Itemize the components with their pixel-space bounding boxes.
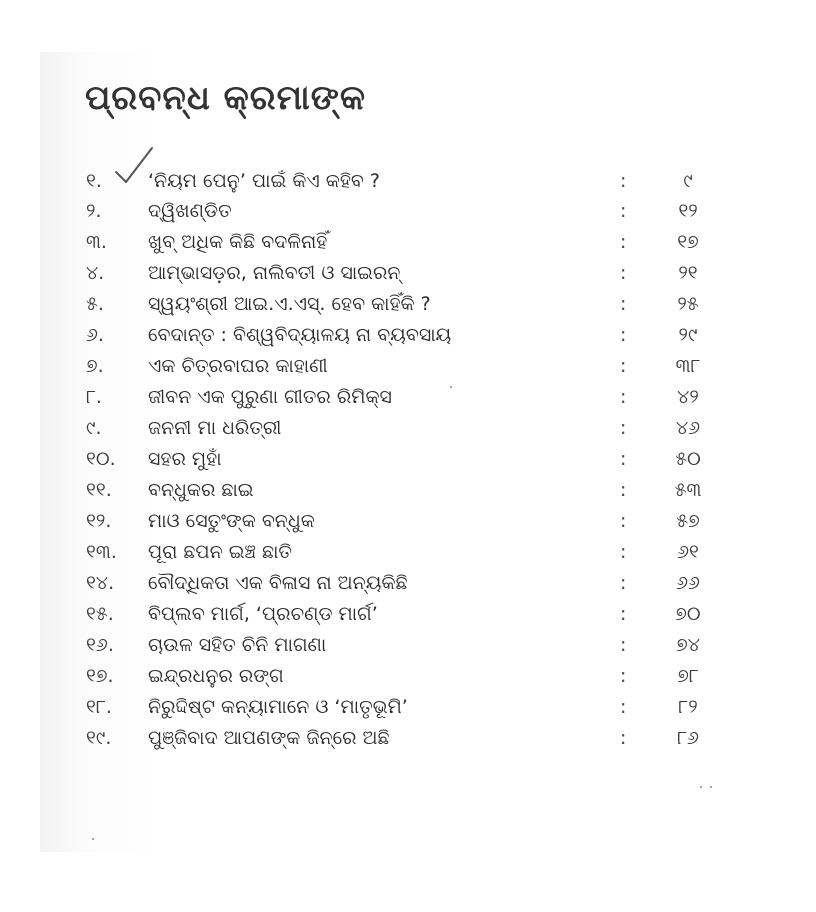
toc-separator: : (620, 386, 627, 408)
toc-separator: : (620, 696, 627, 718)
toc-number: ୧୭. (86, 665, 114, 687)
toc-separator: : (620, 293, 627, 315)
toc-title: ‘ନିୟମ ପେନୁ’ ପାଇଁ କିଏ କହିବ ? (148, 170, 380, 192)
toc-title: ଜୀବନ ଏକ ପୁରୁଣା ଗୀତର ରିମିକ୍ସ (148, 386, 392, 408)
toc-page-number: ୨୫ (677, 293, 699, 315)
toc-title: ସହର ମୁହାଁ (148, 448, 222, 470)
toc-number: ୩. (86, 231, 107, 253)
toc-title: ସ୍ୱୟଂଶ୍ରୀ ଆଇ.ଏ.ଏସ୍. ହେବ କାହିଁକି ? (148, 293, 431, 315)
toc-page-number: ୬୧ (677, 541, 699, 563)
toc-number: ୭. (86, 355, 104, 377)
toc-number: ୬. (86, 324, 104, 346)
toc-separator: : (620, 541, 627, 563)
toc-number: ୯. (86, 417, 102, 439)
toc-number: ୧୪. (86, 572, 115, 594)
toc-title: ଆମ୍ଭାସଡ଼ର, ନାଲିବତୀ ଓ ସାଇରନ୍ (148, 262, 401, 284)
toc-row (0, 599, 816, 629)
toc-row (0, 382, 816, 412)
toc-title: ପୂରା ଛପନ ଇଞ୍ଚ ଛାତି (148, 541, 292, 563)
toc-page-number: ୮୨ (678, 696, 698, 718)
toc-number: ୪. (86, 262, 105, 284)
toc-page-number: ୨୯ (678, 324, 698, 346)
toc-number: ୧୧. (86, 479, 112, 501)
toc-title: ବିପ୍ଲବ ମାର୍ଗ, ‘ପ୍ରଚଣ୍ଡ ମାର୍ଗ’ (148, 603, 378, 625)
toc-separator: : (620, 417, 627, 439)
toc-title: ଇନ୍ଦ୍ରଧନୁର ରଙ୍ଗ (148, 665, 284, 687)
scan-speck (92, 838, 94, 840)
toc-number: ୧. (86, 170, 102, 192)
toc-separator: : (620, 200, 627, 222)
toc-separator: : (620, 231, 627, 253)
toc-row (0, 351, 816, 381)
toc-page-number: ୧୨ (678, 200, 698, 222)
toc-page-number: ୫୦ (675, 448, 701, 470)
toc-number: ୮. (86, 386, 102, 408)
toc-title: ଚାଉଳ ସହିତ ଚିନି ମାଗଣା (148, 634, 327, 656)
toc-row (0, 692, 816, 722)
toc-number: ୨. (86, 200, 102, 222)
toc-page-number: ୯ (683, 170, 693, 192)
toc-page-number: ୨୧ (678, 262, 698, 284)
toc-title: ବନ୍ଧୁକର ଛାଇ (148, 479, 254, 501)
toc-separator: : (620, 324, 627, 346)
toc-title: ଏକ ଚିତ୍ରବାଘର କାହାଣୀ (148, 355, 328, 377)
toc-separator: : (620, 634, 627, 656)
toc-row (0, 413, 816, 443)
toc-separator: : (620, 262, 627, 284)
toc-number: ୧୬. (86, 634, 114, 656)
toc-number: ୧୫. (86, 603, 114, 625)
toc-row (0, 723, 816, 753)
toc-number: ୧୯. (86, 727, 112, 749)
toc-number: ୧୦. (86, 448, 116, 470)
toc-page-number: ୪୨ (677, 386, 699, 408)
toc-row (0, 196, 816, 226)
toc-separator: : (620, 572, 627, 594)
toc-number: ୧୮. (86, 696, 112, 718)
toc-separator: : (620, 510, 627, 532)
toc-title: ପୁଞ୍ଜିବାଦ ଆପଣଙ୍କ ଜିନ୍‌ରେ ଅଛି (148, 727, 390, 749)
toc-row (0, 506, 816, 536)
toc-row (0, 320, 816, 350)
toc-title: ବେଦାନ୍ତ : ବିଶ୍ୱବିଦ୍ୟାଳୟ ନା ବ୍ୟବସାୟ (148, 324, 452, 346)
toc-row (0, 630, 816, 660)
toc-title: ଦ୍ୱିଖଣ୍ଡିତ (148, 200, 232, 222)
toc-page-number: ୭୪ (676, 634, 700, 656)
toc-title: ବୌଦ୍ଧିକତା ଏକ ବିଳାସ ନା ଅନ୍ୟକିଛି (148, 572, 408, 594)
toc-row (0, 289, 816, 319)
toc-row (0, 444, 816, 474)
toc-number: ୧୨. (86, 510, 112, 532)
scan-speck (710, 786, 712, 788)
toc-row (0, 537, 816, 567)
toc-separator: : (620, 355, 627, 377)
toc-page-number: ୮୬ (677, 727, 699, 749)
toc-page-number: ୩୮ (675, 355, 701, 377)
toc-row (0, 258, 816, 288)
page-title: ପ୍ରବନ୍ଧ କ୍ରମାଙ୍କ (85, 78, 367, 118)
toc-separator: : (620, 603, 627, 625)
toc-number: ୧୩. (86, 541, 117, 563)
toc-page-number: ୪୬ (675, 417, 701, 439)
toc-separator: : (620, 665, 627, 687)
toc-title: ଜନନୀ ମା ଧରିତ୍ରୀ (148, 417, 282, 439)
scan-speck (450, 386, 452, 388)
toc-title: ମାଓ ସେତୁଂଙ୍କ ବନ୍ଧୁକ (148, 510, 315, 532)
toc-row (0, 227, 816, 257)
toc-separator: : (620, 448, 627, 470)
toc-number: ୫. (86, 293, 104, 315)
toc-separator: : (620, 170, 627, 192)
toc-row (0, 568, 816, 598)
toc-page-number: ୧୭ (677, 231, 699, 253)
toc-row (0, 166, 816, 196)
toc-separator: : (620, 727, 627, 749)
toc-page-number: ୭୦ (675, 603, 701, 625)
toc-page-number: ୫୩ (674, 479, 702, 501)
toc-page-number: ୫୭ (676, 510, 700, 532)
toc-page-number: ୬୬ (676, 572, 700, 594)
toc-title: ନିରୁଦ୍ଦିଷ୍ଟ କନ୍ୟାମାନେ ଓ ‘ମାତୃଭୂମି’ (148, 696, 408, 718)
toc-separator: : (620, 479, 627, 501)
toc-row (0, 661, 816, 691)
toc-row (0, 475, 816, 505)
scan-speck (700, 786, 702, 788)
toc-title: ଖୁବ୍ ଅଧିକ କିଛି ବଦଳିନାହିଁ (148, 231, 328, 253)
toc-page-number: ୭୮ (677, 665, 699, 687)
